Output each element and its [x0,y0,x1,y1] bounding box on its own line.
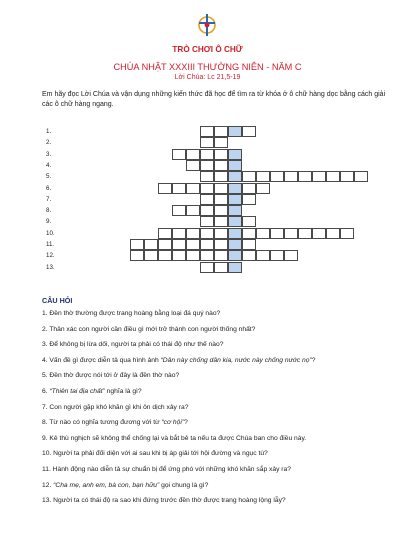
crossword-row-number: 7. [46,195,52,203]
crossword-row-number: 5. [46,173,52,181]
crossword-row-number: 13. [46,263,55,271]
question-text: 4. Vấn đề gì được diễn tả qua hình ảnh [42,356,161,364]
crossword-cell[interactable] [200,250,214,261]
crossword-cell[interactable] [144,250,158,261]
crossword-cell[interactable] [326,228,340,239]
question-item [42,357,315,364]
crossword-key-cell[interactable] [228,205,242,216]
crossword-key-cell[interactable] [228,216,242,227]
question-item: 1. Đền thờ thường được trang hoàng bằng loại đá quý nào? [42,310,221,317]
crossword-cell[interactable] [214,183,228,194]
crossword-cell[interactable] [242,183,256,194]
question-text: gọi chung là gì? [159,481,209,489]
crossword-cell[interactable] [200,171,214,182]
question-item: 2. Thân xác con người cần điều gì mới trở thành con người thống nhất? [42,325,256,333]
crossword-cell[interactable] [214,216,228,227]
crossword-row-number: 9. [46,218,52,226]
crossword-cell[interactable] [158,239,172,250]
crossword-cell[interactable] [256,228,270,239]
crossword-row-number: 11. [46,241,55,248]
crossword-cell[interactable] [144,239,158,250]
page-subtitle: CHÚA NHẬT XXXIII THƯỜNG NIÊN - NĂM C [113,62,302,72]
crossword-cell[interactable] [256,183,270,194]
crossword-cell[interactable] [172,228,186,239]
question-text: 6. [42,388,50,395]
crossword-key-cell[interactable] [228,183,242,194]
crossword-row-number: 6. [46,184,52,192]
crossword-cell[interactable] [270,171,284,182]
question-quote: “Dân này chống dân kia, nước này chống nước nọ” [160,356,312,364]
crossword-cell[interactable] [242,171,256,182]
crossword-cell[interactable] [158,228,172,239]
crossword-cell[interactable] [186,205,200,216]
crossword-row-number: 8. [46,207,52,215]
question-item: 13. Người ta có thái độ ra sao khi đứng trước đền thờ được trang hoàng lộng lẫy? [42,497,286,505]
crossword-cell[interactable] [256,171,270,182]
questions-heading: CÂU HỎI [42,296,73,305]
crossword-cell[interactable] [242,216,256,227]
question-text: ? [311,356,316,364]
crossword-key-cell[interactable] [228,250,242,261]
crossword-cell[interactable] [354,171,368,182]
crossword-cell[interactable] [172,250,186,261]
question-item [42,419,188,426]
crossword-cell[interactable] [256,250,270,261]
crossword-cell[interactable] [200,160,214,171]
question-item: 9. Kẻ thù nghịch sẽ không thể chống lại và bắt bẻ ta nếu ta được Chúa ban cho điều này. [42,434,307,442]
crossword-cell[interactable] [214,194,228,205]
crossword-cell[interactable] [172,149,186,160]
crossword-cell[interactable] [200,194,214,205]
question-item: 5. Đền thờ được nói tới ở đây là đền thờ nào? [42,372,180,380]
crossword-cell[interactable] [214,262,228,273]
crossword-cell[interactable] [214,250,228,261]
crossword-cell[interactable] [200,126,214,137]
question-text: 8. Từ nào có nghĩa tương đương với từ [42,419,162,427]
crossword-key-cell[interactable] [228,126,242,137]
crossword-cell[interactable] [284,171,298,182]
crossword-cell[interactable] [186,250,200,261]
crossword-cell[interactable] [200,239,214,250]
crossword-row-number: 1. [46,128,52,135]
crossword-cell[interactable] [200,149,214,160]
crossword-cell[interactable] [270,228,284,239]
crossword-key-cell[interactable] [228,228,242,239]
crossword-cell[interactable] [200,137,214,148]
crossword-cell[interactable] [186,239,200,250]
crossword-cell[interactable] [284,228,298,239]
crossword-cell[interactable] [130,239,144,250]
scripture-reference: Lời Chúa: Lc 21,5-19 [174,74,241,81]
crossword-row-number: 4. [46,161,52,169]
crossword-cell[interactable] [242,228,256,239]
crossword-cell[interactable] [200,205,214,216]
crossword-cell[interactable] [312,171,326,182]
crossword-cell[interactable] [242,126,256,137]
question-text: 12. [42,481,54,489]
crossword-row-number: 10. [46,229,55,237]
crossword-row-number: 12. [46,252,55,260]
crossword-cell[interactable] [242,194,256,205]
crossword-cell[interactable] [298,228,312,239]
crossword-cell[interactable] [186,228,200,239]
question-item: 7. Con người gặp khó khăn gì khi ôn dịch xảy ra? [42,403,189,411]
instructions-text: Em hãy đọc Lời Chúa và vận dụng những kiến thức đã học để tìm ra từ khóa ở ô chữ hàng dọc bằng cách giải các ô chữ hàng ngang. [42,91,386,108]
crossword-cell[interactable] [186,160,200,171]
crossword-cell[interactable] [158,183,172,194]
crossword-cell[interactable] [270,250,284,261]
question-item [42,482,208,489]
question-text: nghĩa là gì? [104,388,142,395]
question-quote: “Cha mẹ, anh em, bà con, bạn hữu” [53,481,160,489]
crossword-key-cell[interactable] [228,194,242,205]
crossword-cell[interactable] [284,250,298,261]
crossword-key-cell[interactable] [228,239,242,250]
page-title: TRÒ CHƠI Ô CHỮ [172,45,243,54]
crossword-cell[interactable] [214,171,228,182]
crossword-cell[interactable] [298,171,312,182]
crossword-cell[interactable] [200,228,214,239]
question-item: 3. Để không bị lừa dối, người ta phải có thái độ như thế nào? [42,341,224,349]
crossword-cell[interactable] [214,228,228,239]
crossword-key-cell[interactable] [228,171,242,182]
question-item [42,388,142,395]
crossword-cell[interactable] [214,160,228,171]
question-quote: “Thiên tai địa chất” [49,388,105,395]
crossword-cell[interactable] [186,149,200,160]
crossword-cell[interactable] [214,137,228,148]
crossword-cell[interactable] [130,250,144,261]
crossword-cell[interactable] [158,250,172,261]
question-quote: “cơ hội” [161,419,185,427]
question-text: ? [184,419,188,427]
crossword-cell[interactable] [214,149,228,160]
crossword-cell[interactable] [242,239,256,250]
crossword-cell[interactable] [200,216,214,227]
crossword-key-cell[interactable] [228,160,242,171]
crossword-cell[interactable] [200,262,214,273]
crossword-row-number: 3. [46,150,52,158]
crossword-key-cell[interactable] [228,262,242,273]
crossword-cell[interactable] [214,239,228,250]
question-item: 11. Hành động nào diễn tả sự chuẩn bị để ứng phó với những khó khăn sắp xảy ra? [42,466,291,473]
question-item: 10. Người ta phải đối diện với ai sau khi bị áp giải tới hội đường và ngục tù? [42,450,268,458]
crossword-cell[interactable] [200,183,214,194]
crossword-cell[interactable] [172,205,186,216]
crossword-cell[interactable] [172,239,186,250]
crossword-cell[interactable] [214,126,228,137]
crossword-cell[interactable] [172,183,186,194]
crossword-cell[interactable] [312,228,326,239]
crossword-cell[interactable] [242,250,256,261]
crossword-cell[interactable] [214,205,228,216]
crossword-row-number: 2. [46,139,52,147]
crossword-cell[interactable] [326,171,340,182]
crossword-cell[interactable] [340,171,354,182]
crossword-key-cell[interactable] [228,149,242,160]
crossword-cell[interactable] [340,228,354,239]
crossword-cell[interactable] [186,183,200,194]
